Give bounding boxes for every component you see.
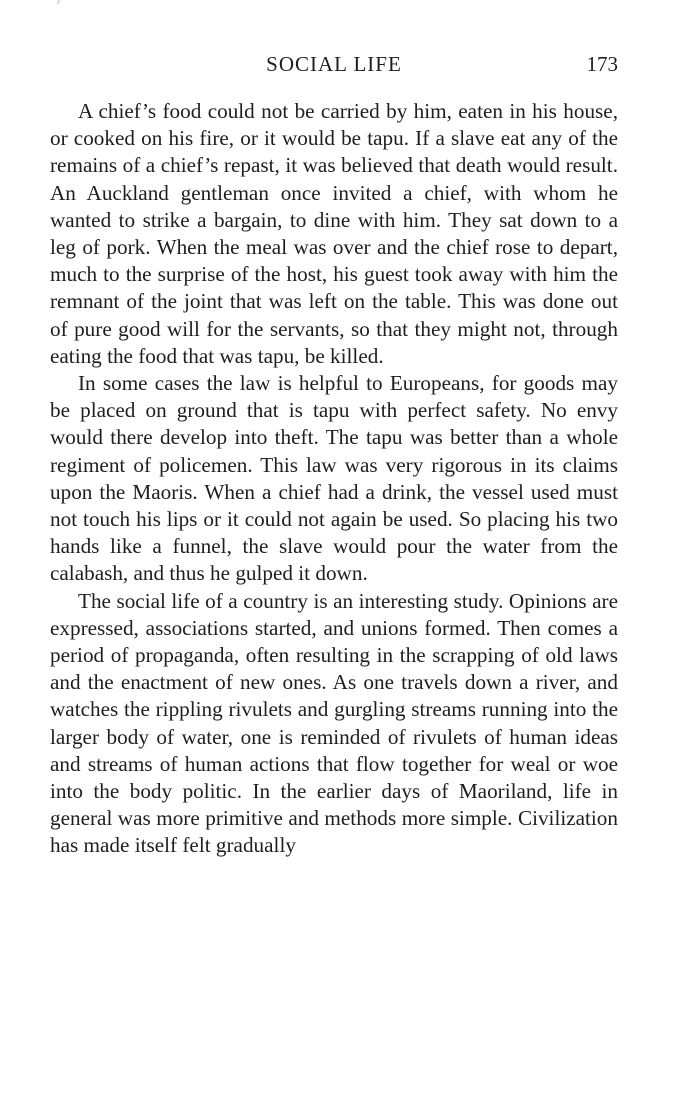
page-header bbox=[50, 52, 618, 82]
paragraph-social-life: The social life of a country is an interesting study. Opinions are expressed, associations started, and unions formed. Then comes a period of propaganda, often resulting in the scrapping of old laws and the enactment of new ones. As one travels down a river, and watches the rippling rivulets and gurgling streams running into the larger body of water, one is reminded of rivulets of human ideas and streams of human actions that flow together for weal or woe into the body politic. In the earlier days of Maoriland, life in general was more primitive and methods more simple. Civilization has made itself felt gradually bbox=[50, 588, 618, 858]
running-head: SOCIAL LIFE bbox=[266, 52, 402, 76]
page-mark bbox=[57, 0, 68, 8]
paragraph-chief-food: A chief’s food could not be carried by him, eaten in his house, or cooked on his fire, or it would be tapu. If a slave eat any of the remains of a chief’s repast, it was believed that death would result. An Auckland gentleman once invited a chief, with whom he wanted to strike a bargain, to dine with him. They sat down to a leg of pork. When the meal was over and the chief rose to depart, much to the surprise of the host, his guest took away with him the remnant of the joint that was left on the table. This was done out of pure good will for the servants, so that they might not, through eating the food that was tapu, be killed. bbox=[50, 99, 618, 368]
page-number: 173 bbox=[586, 52, 618, 76]
paragraph-tapu-law: In some cases the law is helpful to Europeans, for goods may be placed on ground that is tapu with perfect safety. No envy would there develop into theft. The tapu was better than a whole regiment of policemen. This law was very rigorous in its claims upon the Maoris. When a chief had a drink, the vessel used must not touch his lips or it could not again be used. So placing his two hands like a funnel, the slave would pour the water from the calabash, and thus he gulped it down. bbox=[50, 371, 618, 586]
body-text bbox=[50, 98, 618, 860]
